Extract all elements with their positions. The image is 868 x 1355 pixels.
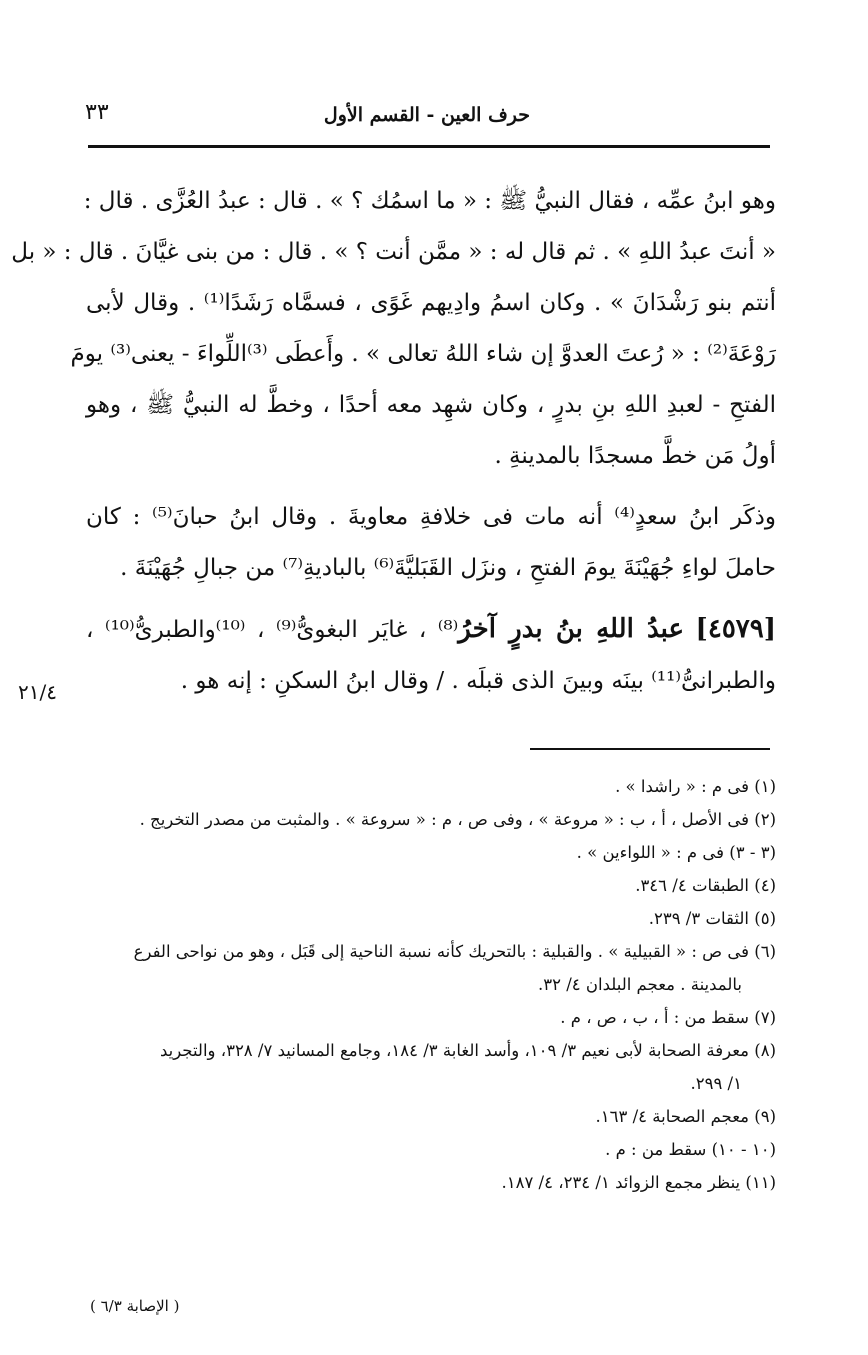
text-line: أولُ مَن خطَّ مسجدًا بالمدينةِ . (494, 443, 776, 469)
footnote: (٧) سقط من : أ ، ب ، ص ، م . (560, 1008, 776, 1027)
page-number: ٣٣ (85, 100, 109, 125)
footnote-continuation: ١/ ٢٩٩. (690, 1074, 742, 1093)
entry-4579 (86, 604, 776, 707)
footnote: (٨) معرفة الصحابة لأبى نعيم ٣/ ١٠٩، وأسد الغابة ٣/ ١٨٤، وجامع المسانيد ٧/ ٣٢٨، والتجريد (159, 1041, 776, 1060)
entry-heading-rest: ⁽⁸⁾ ، غايَر البغوىُّ⁽⁹⁾ ، ⁽¹⁰⁾والطبرىُّ⁽¹⁰⁾ ، (86, 617, 459, 643)
text-line: وذكَر ابنُ سعدٍ⁽⁴⁾ أنه مات فى خلافةِ معاويةَ . وقال ابنُ حبانَ⁽⁵⁾ : كان (86, 504, 776, 530)
footnote-continuation: بالمدينة . معجم البلدان ٤/ ٣٢. (537, 975, 742, 994)
footnote-divider (530, 748, 770, 750)
text-line: الفتحِ - لعبدِ اللهِ بنِ بدرٍ ، وكان شهِد معه أحدًا ، وخطَّ له النبيُّ ﷺ ، وهو (86, 392, 776, 418)
footnote: (٥) الثقات ٣/ ٢٣٩. (648, 909, 776, 928)
footnote: (٤) الطبقات ٤/ ٣٤٦. (635, 876, 776, 895)
margin-reference: ٢١/٤ (18, 680, 57, 704)
text-line: والطبرانىُّ⁽¹¹⁾ بينَه وبينَ الذى قبلَه . / وقال ابنُ السكنِ : إنه هو . (180, 668, 776, 694)
entry-heading-line (86, 604, 776, 656)
entry-number: [٤٥٧٩] (695, 614, 777, 644)
footnote: (١١) ينظر مجمع الزوائد ١/ ٢٣٤، ٤/ ١٨٧. (501, 1173, 776, 1192)
footnote: (١) فى م : « راشدا » . (615, 777, 776, 796)
paragraph-2 (86, 492, 776, 594)
footnote: (٦) فى ص : « القبيلية » . والقبلية : بالتحريك كأنه نسبة الناحية إلى قَبَل ، وهو من نواحى الفرع (133, 942, 776, 961)
footnote: (١٠ - ١٠) سقط من : م . (605, 1140, 776, 1159)
signature-footer: ( الإصابة ٦/٣ ) (90, 1297, 180, 1315)
text-line: أنتم بنو رَشْدَانَ » . وكان اسمُ وادِيهم غَوًى ، فسمَّاه رَشَدًا⁽¹⁾ . وقال لأبى (86, 290, 776, 316)
footnotes (86, 770, 776, 1199)
text-line: رَوْعَةَ⁽²⁾ : « رُعتَ العدوَّ إن شاء اللهُ تعالى » . وأَعطَى ⁽³⁾اللِّواءَ - يعنى⁽³⁾ يومَ (70, 341, 776, 367)
header-divider (88, 145, 770, 148)
footnote: (٣ - ٣) فى م : « اللواءين » . (576, 843, 776, 862)
text-line: « أنتَ عبدُ اللهِ » . ثم قال له : « ممَّن أنت ؟ » . قال : من بنى غيَّانَ . قال : « بل (11, 239, 776, 265)
text-line: وهو ابنُ عمِّه ، فقال النبيُّ ﷺ : « ما اسمُك ؟ » . قال : عبدُ العُزَّى . قال : (83, 188, 776, 214)
footnote: (٩) معجم الصحابة ٤/ ١٦٣. (595, 1107, 776, 1126)
text-line: حاملَ لواءِ جُهَيْنَةَ يومَ الفتحِ ، ونزَل القَبَليَّةَ⁽⁶⁾ بالباديةِ⁽⁷⁾ من جبالِ جُهَيْنَةَ . (120, 555, 776, 581)
entry-name: عبدُ اللهِ بنُ بدرٍ آخرُ (458, 614, 685, 644)
paragraph-1 (11, 176, 776, 482)
running-header-title: حرف العين - القسم الأول (323, 104, 530, 126)
footnote: (٢) فى الأصل ، أ ، ب : « مروعة » ، وفى ص ، م : « سروعة » . والمثبت من مصدر التخريج . (139, 810, 776, 829)
